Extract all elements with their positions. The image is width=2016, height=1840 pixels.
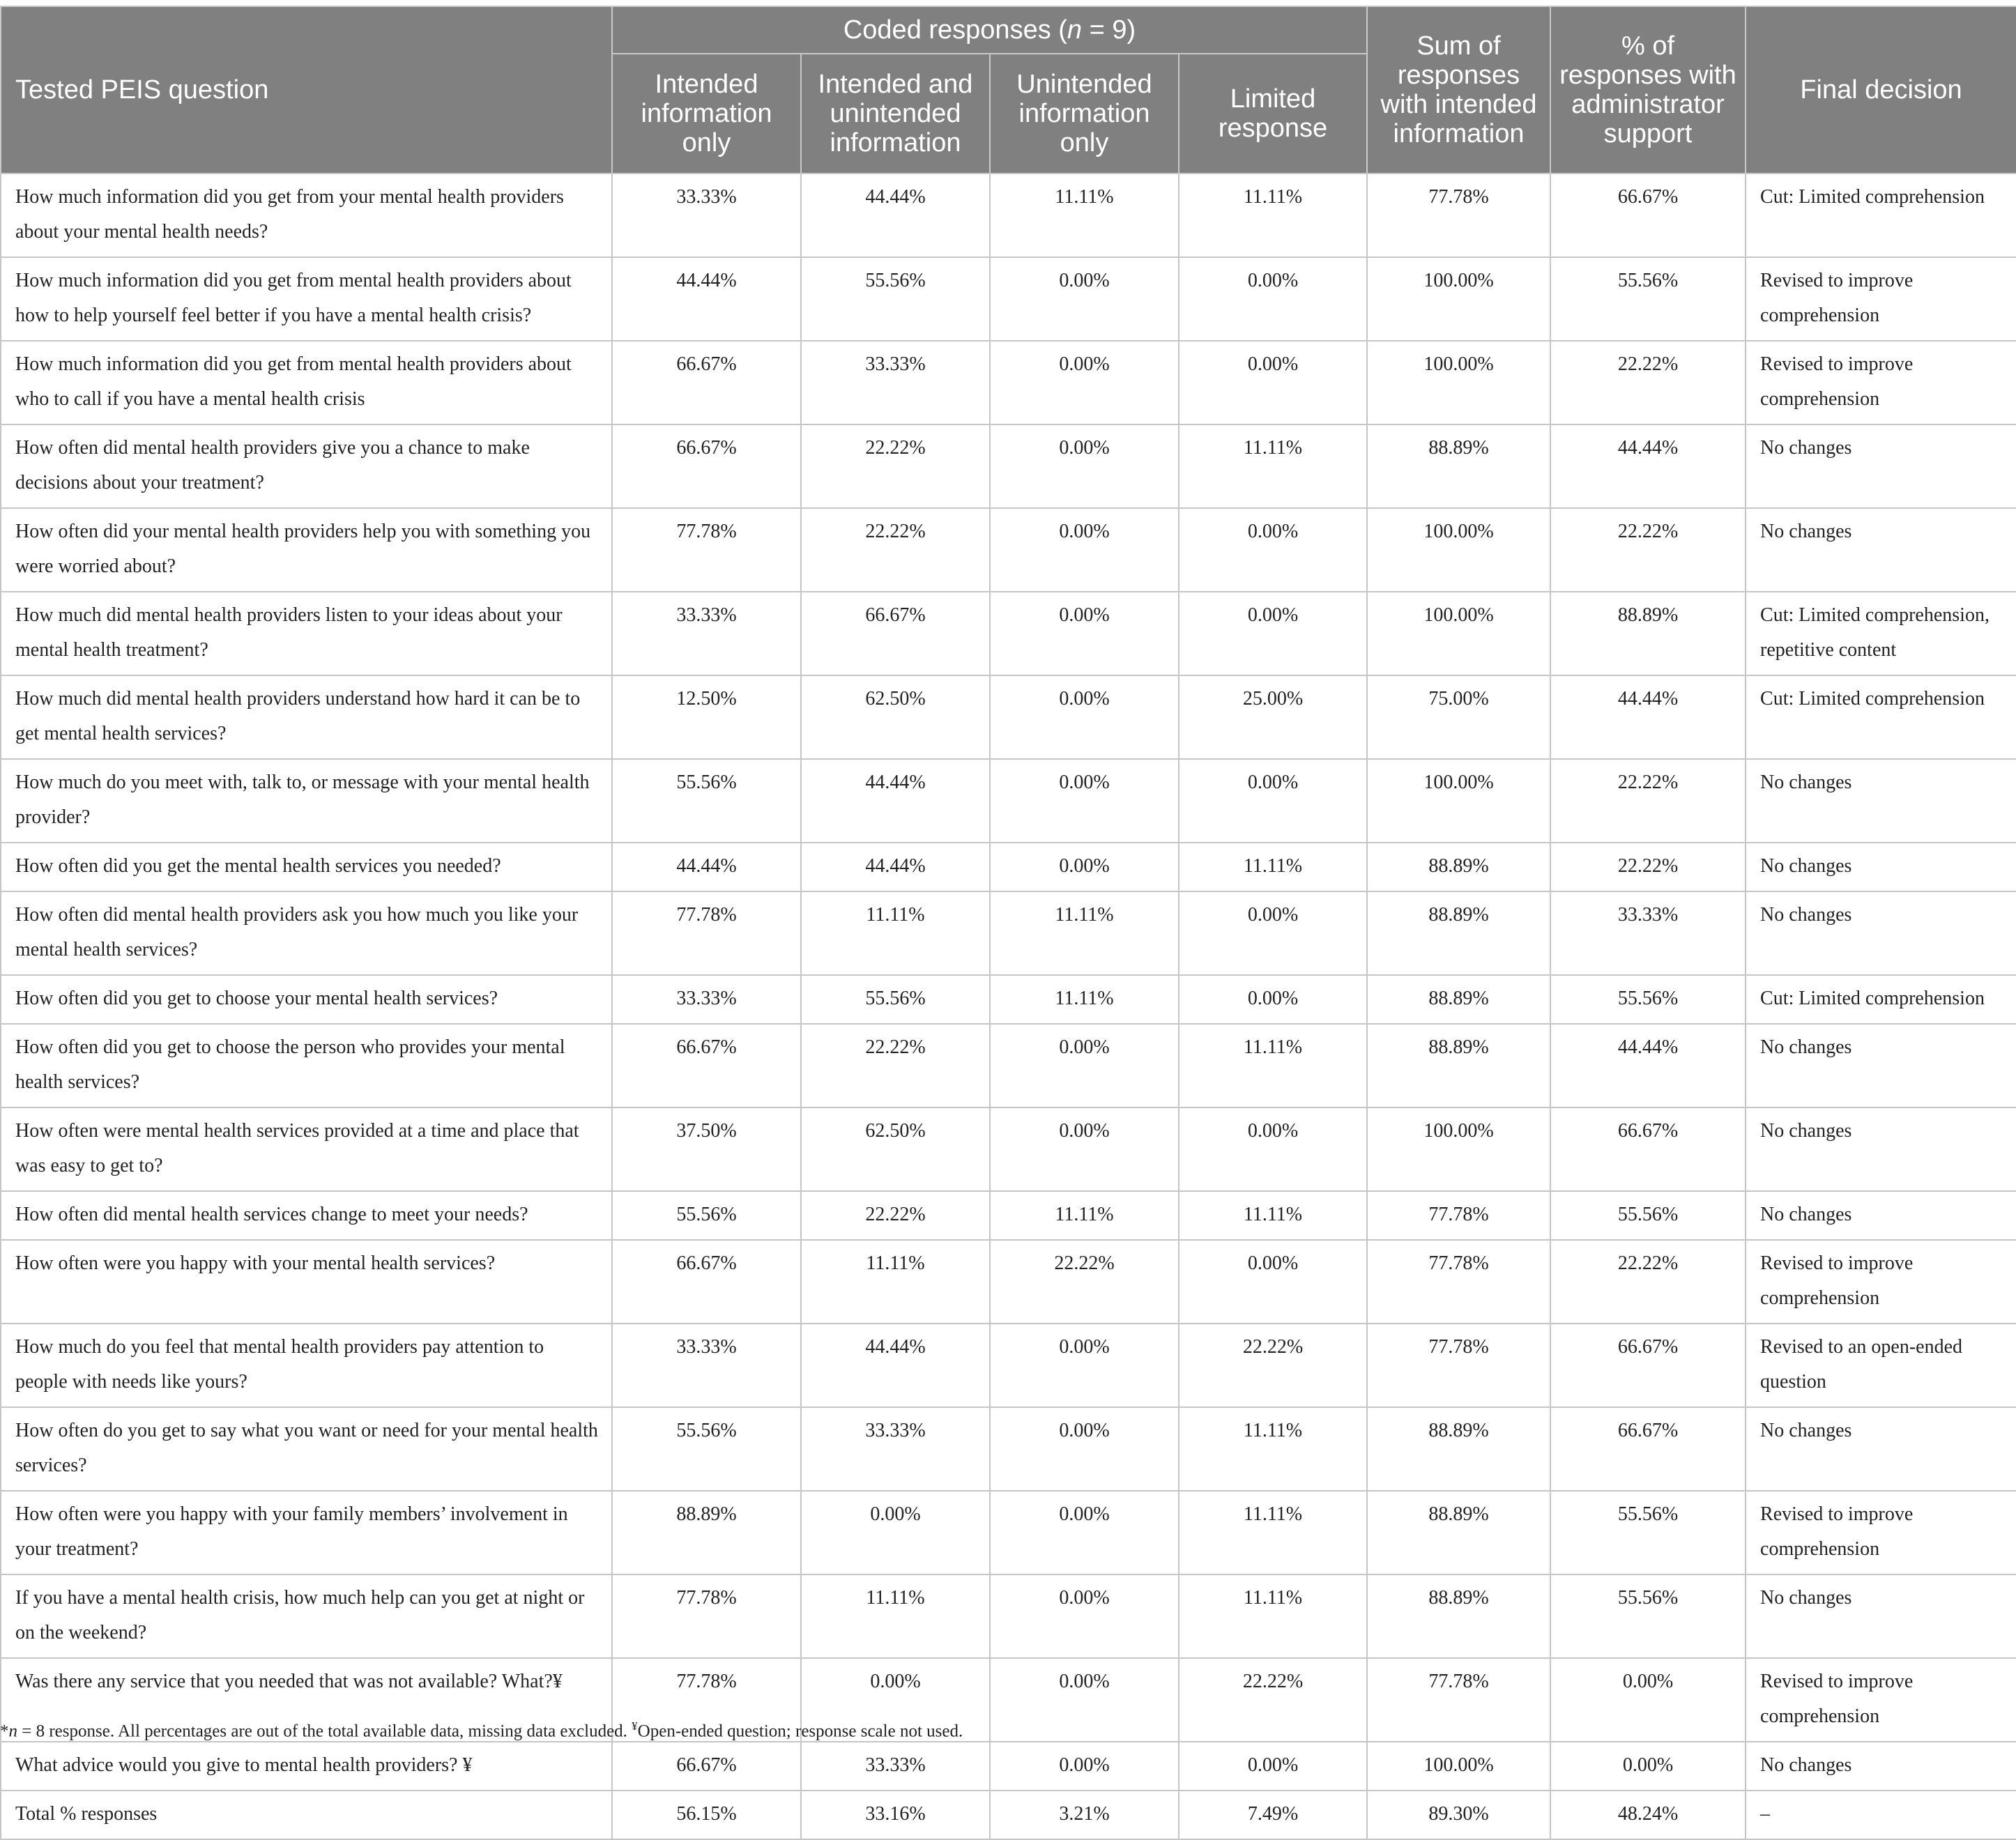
header-coded-prefix: Coded responses (: [843, 15, 1067, 45]
cell-intended-only: 77.78%: [612, 508, 801, 592]
header-pct-admin: % of responses with administrator support: [1550, 6, 1746, 174]
cell-question: How often were mental health services provided at a time and place that was easy to get to?: [1, 1107, 612, 1191]
cell-intended-unintended: 55.56%: [801, 257, 990, 341]
cell-pct-admin: 88.89%: [1550, 592, 1746, 675]
header-intended-only: Intended information only: [612, 54, 801, 174]
cell-final: Cut: Limited comprehension, repetitive content: [1746, 592, 2016, 675]
cell-sum-intended: 88.89%: [1367, 891, 1550, 975]
table-row: [1, 1742, 2016, 1791]
cell-unintended-only: 22.22%: [990, 1240, 1179, 1324]
table-body: [1, 174, 2016, 1839]
cell-unintended-only: 0.00%: [990, 1742, 1179, 1791]
footnote-yen: ¥: [632, 1719, 638, 1733]
header-coded-suffix: = 9): [1082, 15, 1136, 45]
cell-intended-unintended: 11.11%: [801, 1574, 990, 1658]
cell-intended-unintended: 44.44%: [801, 759, 990, 843]
header-limited: Limited response: [1179, 54, 1367, 174]
cell-limited: 0.00%: [1179, 592, 1367, 675]
cell-question: How much do you meet with, talk to, or message with your mental health provider?: [1, 759, 612, 843]
footnote-n: n: [8, 1722, 17, 1741]
cell-pct-admin: 55.56%: [1550, 1191, 1746, 1240]
cell-pct-admin: 48.24%: [1550, 1791, 1746, 1839]
cell-final: No changes: [1746, 759, 2016, 843]
cell-final: No changes: [1746, 843, 2016, 891]
table-row: [1, 843, 2016, 891]
cell-intended-unintended: 22.22%: [801, 424, 990, 508]
cell-final: Revised to improve comprehension: [1746, 1240, 2016, 1324]
cell-limited: 11.11%: [1179, 843, 1367, 891]
cell-question: How often were you happy with your mental health services?: [1, 1240, 612, 1324]
cell-pct-admin: 22.22%: [1550, 341, 1746, 424]
cell-sum-intended: 88.89%: [1367, 843, 1550, 891]
cell-final: Revised to improve comprehension: [1746, 341, 2016, 424]
cell-unintended-only: 0.00%: [990, 508, 1179, 592]
cell-sum-intended: 100.00%: [1367, 592, 1550, 675]
cell-limited: 11.11%: [1179, 1407, 1367, 1491]
header-coded-n: n: [1067, 15, 1083, 45]
cell-pct-admin: 55.56%: [1550, 975, 1746, 1024]
cell-final: No changes: [1746, 424, 2016, 508]
cell-unintended-only: 0.00%: [990, 341, 1179, 424]
cell-sum-intended: 77.78%: [1367, 1324, 1550, 1407]
cell-pct-admin: 0.00%: [1550, 1742, 1746, 1791]
cell-intended-only: 56.15%: [612, 1791, 801, 1839]
cell-unintended-only: 0.00%: [990, 1024, 1179, 1107]
cell-intended-only: 77.78%: [612, 1658, 801, 1742]
cell-intended-only: 66.67%: [612, 424, 801, 508]
cell-question: How often were you happy with your family members’ involvement in your treatment?: [1, 1491, 612, 1574]
cell-unintended-only: 0.00%: [990, 759, 1179, 843]
cell-sum-intended: 88.89%: [1367, 424, 1550, 508]
table-row: [1, 508, 2016, 592]
cell-question: How often did mental health services change to meet your needs?: [1, 1191, 612, 1240]
cell-intended-only: 33.33%: [612, 975, 801, 1024]
cell-question: What advice would you give to mental health providers? ¥: [1, 1742, 612, 1791]
cell-question: Was there any service that you needed that was not available? What?¥: [1, 1658, 612, 1742]
cell-intended-unintended: 22.22%: [801, 1191, 990, 1240]
cell-final: No changes: [1746, 1107, 2016, 1191]
cell-intended-unintended: 33.33%: [801, 1407, 990, 1491]
cell-question: How much did mental health providers listen to your ideas about your mental health treatment?: [1, 592, 612, 675]
cell-limited: 11.11%: [1179, 424, 1367, 508]
table-row: [1, 675, 2016, 759]
cell-intended-unintended: 44.44%: [801, 174, 990, 257]
cell-pct-admin: 66.67%: [1550, 1407, 1746, 1491]
cell-intended-only: 66.67%: [612, 1024, 801, 1107]
cell-unintended-only: 0.00%: [990, 1658, 1179, 1742]
cell-limited: 22.22%: [1179, 1658, 1367, 1742]
cell-limited: 11.11%: [1179, 1191, 1367, 1240]
cell-limited: 11.11%: [1179, 174, 1367, 257]
cell-pct-admin: 55.56%: [1550, 257, 1746, 341]
cell-question: Total % responses: [1, 1791, 612, 1839]
cell-limited: 0.00%: [1179, 341, 1367, 424]
cell-question: How much information did you get from mental health providers about how to help yourself feel better if you have a mental health crisis?: [1, 257, 612, 341]
cell-question: How often did your mental health providers help you with something you were worried about?: [1, 508, 612, 592]
header-intended-unintended: Intended and unintended information: [801, 54, 990, 174]
cell-pct-admin: 22.22%: [1550, 843, 1746, 891]
cell-intended-unintended: 62.50%: [801, 675, 990, 759]
table-row: [1, 1574, 2016, 1658]
results-table: [0, 6, 2016, 1840]
cell-pct-admin: 0.00%: [1550, 1658, 1746, 1742]
cell-sum-intended: 88.89%: [1367, 1491, 1550, 1574]
cell-question: How often do you get to say what you want or need for your mental health services?: [1, 1407, 612, 1491]
cell-pct-admin: 22.22%: [1550, 759, 1746, 843]
cell-unintended-only: 11.11%: [990, 174, 1179, 257]
cell-question: If you have a mental health crisis, how much help can you get at night or on the weekend?: [1, 1574, 612, 1658]
cell-intended-unintended: 22.22%: [801, 1024, 990, 1107]
cell-unintended-only: 0.00%: [990, 1407, 1179, 1491]
cell-intended-only: 66.67%: [612, 341, 801, 424]
cell-intended-only: 37.50%: [612, 1107, 801, 1191]
cell-sum-intended: 100.00%: [1367, 759, 1550, 843]
cell-limited: 0.00%: [1179, 759, 1367, 843]
cell-unintended-only: 0.00%: [990, 1574, 1179, 1658]
cell-sum-intended: 88.89%: [1367, 1574, 1550, 1658]
cell-pct-admin: 22.22%: [1550, 508, 1746, 592]
cell-unintended-only: 0.00%: [990, 1491, 1179, 1574]
cell-intended-unintended: 11.11%: [801, 891, 990, 975]
cell-unintended-only: 11.11%: [990, 891, 1179, 975]
table-row: [1, 1107, 2016, 1191]
cell-final: No changes: [1746, 508, 2016, 592]
cell-question: How much information did you get from your mental health providers about your mental health needs?: [1, 174, 612, 257]
header-question: Tested PEIS question: [1, 6, 612, 174]
cell-pct-admin: 66.67%: [1550, 1324, 1746, 1407]
cell-intended-unintended: 55.56%: [801, 975, 990, 1024]
table-row: [1, 592, 2016, 675]
cell-intended-unintended: 33.33%: [801, 341, 990, 424]
cell-unintended-only: 0.00%: [990, 424, 1179, 508]
cell-sum-intended: 88.89%: [1367, 975, 1550, 1024]
cell-intended-only: 33.33%: [612, 174, 801, 257]
table-row: [1, 174, 2016, 257]
cell-intended-only: 55.56%: [612, 1191, 801, 1240]
cell-sum-intended: 100.00%: [1367, 508, 1550, 592]
header-final-decision: Final decision: [1746, 6, 2016, 174]
cell-sum-intended: 77.78%: [1367, 1240, 1550, 1324]
table-row: [1, 759, 2016, 843]
cell-intended-only: 66.67%: [612, 1240, 801, 1324]
cell-final: Revised to improve comprehension: [1746, 1658, 2016, 1742]
cell-final: Cut: Limited comprehension: [1746, 675, 2016, 759]
cell-question: How much information did you get from mental health providers about who to call if you have a mental health crisis: [1, 341, 612, 424]
cell-limited: 22.22%: [1179, 1324, 1367, 1407]
cell-sum-intended: 100.00%: [1367, 1742, 1550, 1791]
cell-sum-intended: 77.78%: [1367, 174, 1550, 257]
cell-final: No changes: [1746, 891, 2016, 975]
cell-pct-admin: 44.44%: [1550, 675, 1746, 759]
header-coded-responses: [612, 6, 1367, 54]
footnote-text-2: Open-ended question; response scale not used.: [637, 1722, 963, 1741]
cell-limited: 11.11%: [1179, 1024, 1367, 1107]
table-row: [1, 1240, 2016, 1324]
cell-pct-admin: 33.33%: [1550, 891, 1746, 975]
cell-pct-admin: 22.22%: [1550, 1240, 1746, 1324]
table-row: [1, 1407, 2016, 1491]
cell-final: Revised to improve comprehension: [1746, 1491, 2016, 1574]
table-row: [1, 1491, 2016, 1574]
table-row: [1, 975, 2016, 1024]
cell-final: Revised to an open-ended question: [1746, 1324, 2016, 1407]
cell-pct-admin: 44.44%: [1550, 424, 1746, 508]
cell-sum-intended: 89.30%: [1367, 1791, 1550, 1839]
cell-sum-intended: 75.00%: [1367, 675, 1550, 759]
cell-intended-only: 44.44%: [612, 843, 801, 891]
cell-limited: 11.11%: [1179, 1491, 1367, 1574]
cell-limited: 0.00%: [1179, 975, 1367, 1024]
table-row: [1, 257, 2016, 341]
cell-unintended-only: 0.00%: [990, 675, 1179, 759]
cell-final: Cut: Limited comprehension: [1746, 975, 2016, 1024]
table-row: [1, 1024, 2016, 1107]
cell-unintended-only: 11.11%: [990, 1191, 1179, 1240]
footnote-star: *: [0, 1722, 9, 1741]
cell-intended-only: 12.50%: [612, 675, 801, 759]
footnote-text-1: = 8 response. All percentages are out of the total available data, missing data excluded.: [17, 1722, 632, 1741]
cell-intended-only: 55.56%: [612, 1407, 801, 1491]
cell-sum-intended: 100.00%: [1367, 341, 1550, 424]
cell-pct-admin: 55.56%: [1550, 1491, 1746, 1574]
cell-question: How often did you get to choose the person who provides your mental health services?: [1, 1024, 612, 1107]
cell-limited: 0.00%: [1179, 1107, 1367, 1191]
cell-unintended-only: 0.00%: [990, 1107, 1179, 1191]
cell-pct-admin: 66.67%: [1550, 174, 1746, 257]
cell-intended-only: 33.33%: [612, 1324, 801, 1407]
cell-unintended-only: 0.00%: [990, 843, 1179, 891]
cell-unintended-only: 3.21%: [990, 1791, 1179, 1839]
cell-final: Revised to improve comprehension: [1746, 257, 2016, 341]
cell-limited: 7.49%: [1179, 1791, 1367, 1839]
cell-question: How often did you get the mental health services you needed?: [1, 843, 612, 891]
header-unintended-only: Unintended information only: [990, 54, 1179, 174]
cell-unintended-only: 0.00%: [990, 592, 1179, 675]
cell-limited: 0.00%: [1179, 1240, 1367, 1324]
footnote: [0, 1715, 2016, 1742]
cell-limited: 0.00%: [1179, 257, 1367, 341]
table-row: [1, 891, 2016, 975]
cell-limited: 0.00%: [1179, 891, 1367, 975]
table-row: [1, 1791, 2016, 1839]
cell-sum-intended: 100.00%: [1367, 1107, 1550, 1191]
cell-sum-intended: 88.89%: [1367, 1407, 1550, 1491]
cell-question: How often did you get to choose your mental health services?: [1, 975, 612, 1024]
cell-pct-admin: 66.67%: [1550, 1107, 1746, 1191]
table-row: [1, 1324, 2016, 1407]
cell-pct-admin: 55.56%: [1550, 1574, 1746, 1658]
cell-intended-only: 44.44%: [612, 257, 801, 341]
table-row: [1, 424, 2016, 508]
cell-sum-intended: 100.00%: [1367, 257, 1550, 341]
cell-intended-unintended: 62.50%: [801, 1107, 990, 1191]
cell-intended-only: 33.33%: [612, 592, 801, 675]
header-sum-intended: Sum of responses with intended information: [1367, 6, 1550, 174]
cell-intended-only: 55.56%: [612, 759, 801, 843]
cell-final: No changes: [1746, 1024, 2016, 1107]
cell-question: How often did mental health providers give you a chance to make decisions about your treatment?: [1, 424, 612, 508]
cell-final: –: [1746, 1791, 2016, 1839]
cell-limited: 11.11%: [1179, 1574, 1367, 1658]
cell-intended-unintended: 0.00%: [801, 1658, 990, 1742]
cell-sum-intended: 88.89%: [1367, 1024, 1550, 1107]
table-row: [1, 341, 2016, 424]
cell-pct-admin: 44.44%: [1550, 1024, 1746, 1107]
cell-question: How often did mental health providers ask you how much you like your mental health services?: [1, 891, 612, 975]
cell-intended-unintended: 66.67%: [801, 592, 990, 675]
cell-question: How much did mental health providers understand how hard it can be to get mental health services?: [1, 675, 612, 759]
header-row-top: [1, 6, 2016, 54]
cell-final: Cut: Limited comprehension: [1746, 174, 2016, 257]
cell-limited: 0.00%: [1179, 508, 1367, 592]
cell-unintended-only: 0.00%: [990, 1324, 1179, 1407]
cell-sum-intended: 77.78%: [1367, 1191, 1550, 1240]
cell-sum-intended: 77.78%: [1367, 1658, 1550, 1742]
cell-limited: 25.00%: [1179, 675, 1367, 759]
cell-intended-only: 88.89%: [612, 1491, 801, 1574]
cell-intended-unintended: 44.44%: [801, 1324, 990, 1407]
cell-unintended-only: 0.00%: [990, 257, 1179, 341]
cell-intended-only: 77.78%: [612, 891, 801, 975]
cell-final: No changes: [1746, 1407, 2016, 1491]
cell-intended-unintended: 44.44%: [801, 843, 990, 891]
cell-unintended-only: 11.11%: [990, 975, 1179, 1024]
cell-intended-only: 77.78%: [612, 1574, 801, 1658]
table-container: [0, 6, 2016, 1840]
cell-final: No changes: [1746, 1742, 2016, 1791]
cell-intended-unintended: 33.16%: [801, 1791, 990, 1839]
cell-intended-unintended: 11.11%: [801, 1240, 990, 1324]
table-row: [1, 1191, 2016, 1240]
cell-intended-unintended: 22.22%: [801, 508, 990, 592]
cell-intended-unintended: 0.00%: [801, 1491, 990, 1574]
cell-intended-unintended: 33.33%: [801, 1742, 990, 1791]
cell-final: No changes: [1746, 1574, 2016, 1658]
cell-question: How much do you feel that mental health providers pay attention to people with needs like yours?: [1, 1324, 612, 1407]
cell-intended-only: 66.67%: [612, 1742, 801, 1791]
cell-limited: 0.00%: [1179, 1742, 1367, 1791]
cell-final: No changes: [1746, 1191, 2016, 1240]
